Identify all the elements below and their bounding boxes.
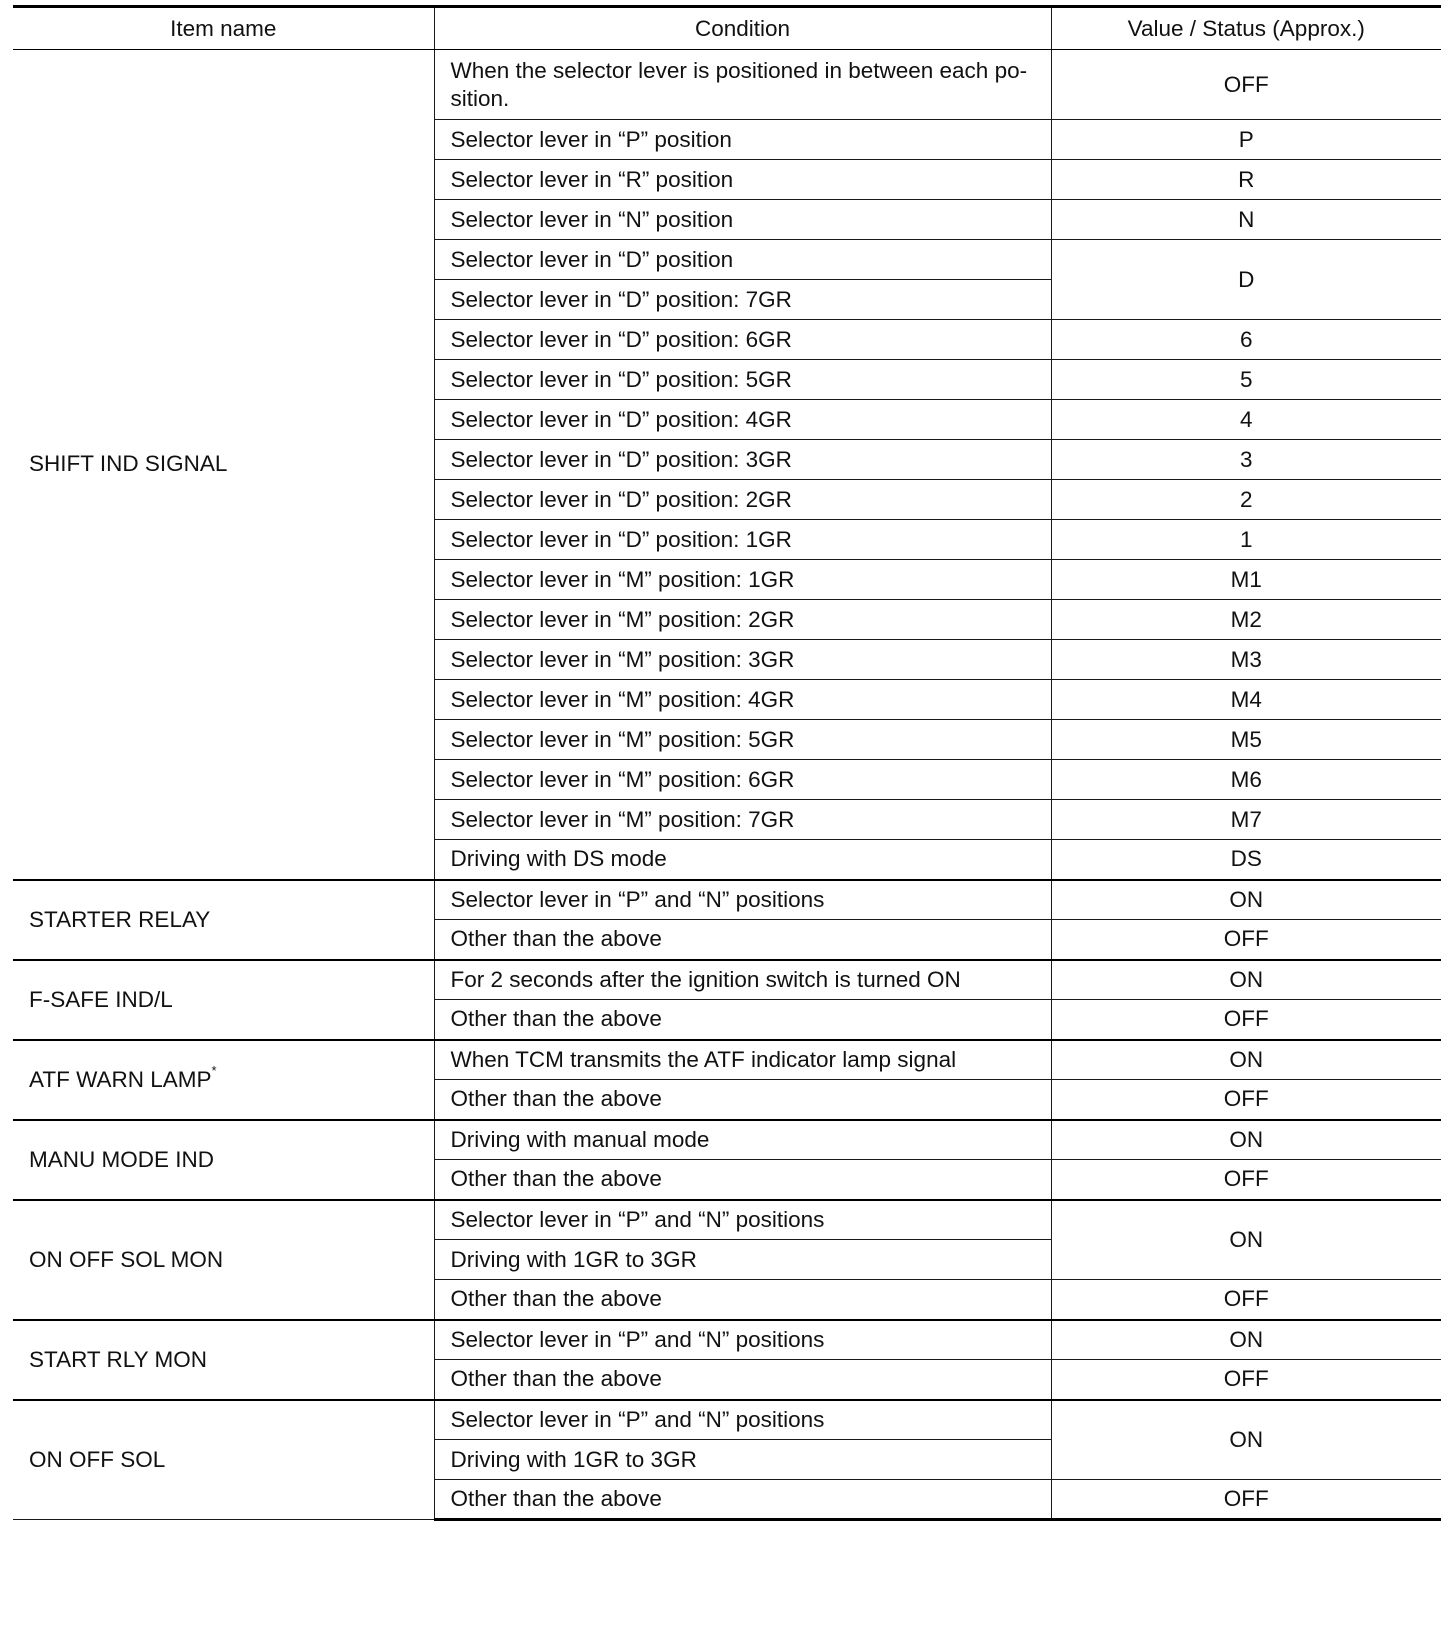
value-cell: 3 bbox=[1051, 440, 1441, 480]
table-row bbox=[13, 1200, 1441, 1240]
value-cell: 1 bbox=[1051, 520, 1441, 560]
condition-cell: Driving with DS mode bbox=[434, 840, 1051, 880]
value-cell: OFF bbox=[1051, 1360, 1441, 1400]
value-cell: ON bbox=[1051, 960, 1441, 1000]
item-name-cell: SHIFT IND SIGNAL bbox=[13, 50, 434, 880]
condition-cell: Selector lever in “M” position: 6GR bbox=[434, 760, 1051, 800]
table-row bbox=[13, 1120, 1441, 1160]
value-cell: DS bbox=[1051, 840, 1441, 880]
condition-line: sition. bbox=[450, 85, 510, 111]
table-row bbox=[13, 880, 1441, 920]
value-cell: OFF bbox=[1051, 1080, 1441, 1120]
header-condition: Condition bbox=[434, 7, 1051, 50]
condition-cell: Selector lever in “P” and “N” positions bbox=[434, 880, 1051, 920]
condition-cell: Selector lever in “M” position: 1GR bbox=[434, 560, 1051, 600]
condition-cell: Selector lever in “N” position bbox=[434, 200, 1051, 240]
value-cell: M7 bbox=[1051, 800, 1441, 840]
condition-cell: Selector lever in “D” position: 1GR bbox=[434, 520, 1051, 560]
condition-cell: Other than the above bbox=[434, 1000, 1051, 1040]
value-cell: M1 bbox=[1051, 560, 1441, 600]
table-row bbox=[13, 1040, 1441, 1080]
value-cell: M2 bbox=[1051, 600, 1441, 640]
condition-cell: Selector lever in “D” position: 7GR bbox=[434, 280, 1051, 320]
table-row bbox=[13, 1400, 1441, 1440]
condition-cell: Selector lever in “D” position: 3GR bbox=[434, 440, 1051, 480]
item-name-cell: F-SAFE IND/L bbox=[13, 960, 434, 1040]
condition-cell: Other than the above bbox=[434, 1360, 1051, 1400]
item-name-cell: MANU MODE IND bbox=[13, 1120, 434, 1200]
header-value-status: Value / Status (Approx.) bbox=[1051, 7, 1441, 50]
table-row bbox=[13, 50, 1441, 120]
condition-cell: Selector lever in “D” position: 2GR bbox=[434, 480, 1051, 520]
value-cell: OFF bbox=[1051, 920, 1441, 960]
item-name-cell bbox=[13, 1040, 434, 1120]
condition-cell: Selector lever in “M” position: 5GR bbox=[434, 720, 1051, 760]
value-cell: ON bbox=[1051, 1320, 1441, 1360]
value-cell: OFF bbox=[1051, 50, 1441, 120]
item-name-text: ATF WARN LAMP bbox=[29, 1066, 212, 1092]
item-name-cell: ON OFF SOL bbox=[13, 1400, 434, 1520]
condition-cell: Selector lever in “M” position: 4GR bbox=[434, 680, 1051, 720]
condition-cell: Driving with 1GR to 3GR bbox=[434, 1240, 1051, 1280]
condition-cell: Other than the above bbox=[434, 1280, 1051, 1320]
condition-cell: Selector lever in “P” position bbox=[434, 120, 1051, 160]
value-cell: 6 bbox=[1051, 320, 1441, 360]
condition-cell: Other than the above bbox=[434, 1080, 1051, 1120]
condition-cell: For 2 seconds after the ignition switch is turned ON bbox=[434, 960, 1051, 1000]
condition-cell: Selector lever in “M” position: 2GR bbox=[434, 600, 1051, 640]
condition-cell: Selector lever in “P” and “N” positions bbox=[434, 1320, 1051, 1360]
value-cell: M3 bbox=[1051, 640, 1441, 680]
value-cell: D bbox=[1051, 240, 1441, 320]
value-cell: OFF bbox=[1051, 1160, 1441, 1200]
value-cell: ON bbox=[1051, 880, 1441, 920]
condition-cell: Selector lever in “R” position bbox=[434, 160, 1051, 200]
condition-cell: Other than the above bbox=[434, 1480, 1051, 1520]
condition-cell: Selector lever in “M” position: 3GR bbox=[434, 640, 1051, 680]
condition-cell: Driving with manual mode bbox=[434, 1120, 1051, 1160]
value-cell: N bbox=[1051, 200, 1441, 240]
value-cell: M5 bbox=[1051, 720, 1441, 760]
value-cell: OFF bbox=[1051, 1280, 1441, 1320]
condition-cell: Other than the above bbox=[434, 1160, 1051, 1200]
condition-cell: Selector lever in “P” and “N” positions bbox=[434, 1200, 1051, 1240]
value-cell: ON bbox=[1051, 1200, 1441, 1280]
value-cell: M6 bbox=[1051, 760, 1441, 800]
condition-cell: Selector lever in “D” position: 4GR bbox=[434, 400, 1051, 440]
condition-cell: Selector lever in “D” position: 6GR bbox=[434, 320, 1051, 360]
table-row bbox=[13, 1320, 1441, 1360]
value-cell: ON bbox=[1051, 1120, 1441, 1160]
value-cell: P bbox=[1051, 120, 1441, 160]
condition-cell: Selector lever in “P” and “N” positions bbox=[434, 1400, 1051, 1440]
value-cell: R bbox=[1051, 160, 1441, 200]
header-item-name: Item name bbox=[13, 7, 434, 50]
value-cell: OFF bbox=[1051, 1000, 1441, 1040]
data-monitor-table bbox=[13, 5, 1441, 1521]
value-cell: ON bbox=[1051, 1040, 1441, 1080]
condition-cell: Other than the above bbox=[434, 920, 1051, 960]
item-name-cell: STARTER RELAY bbox=[13, 880, 434, 960]
condition-cell: Selector lever in “D” position bbox=[434, 240, 1051, 280]
table-row bbox=[13, 960, 1441, 1000]
value-cell: 4 bbox=[1051, 400, 1441, 440]
condition-cell: Selector lever in “D” position: 5GR bbox=[434, 360, 1051, 400]
value-cell: OFF bbox=[1051, 1480, 1441, 1520]
header-row bbox=[13, 7, 1441, 50]
condition-cell: When TCM transmits the ATF indicator lamp signal bbox=[434, 1040, 1051, 1080]
value-cell: ON bbox=[1051, 1400, 1441, 1480]
footnote-marker: * bbox=[211, 1062, 217, 1078]
item-name-cell: START RLY MON bbox=[13, 1320, 434, 1400]
condition-cell bbox=[434, 50, 1051, 120]
value-cell: M4 bbox=[1051, 680, 1441, 720]
value-cell: 5 bbox=[1051, 360, 1441, 400]
condition-cell: Selector lever in “M” position: 7GR bbox=[434, 800, 1051, 840]
item-name-cell: ON OFF SOL MON bbox=[13, 1200, 434, 1320]
condition-line: When the selector lever is positioned in between each po- bbox=[450, 57, 1028, 83]
value-cell: 2 bbox=[1051, 480, 1441, 520]
condition-cell: Driving with 1GR to 3GR bbox=[434, 1440, 1051, 1480]
